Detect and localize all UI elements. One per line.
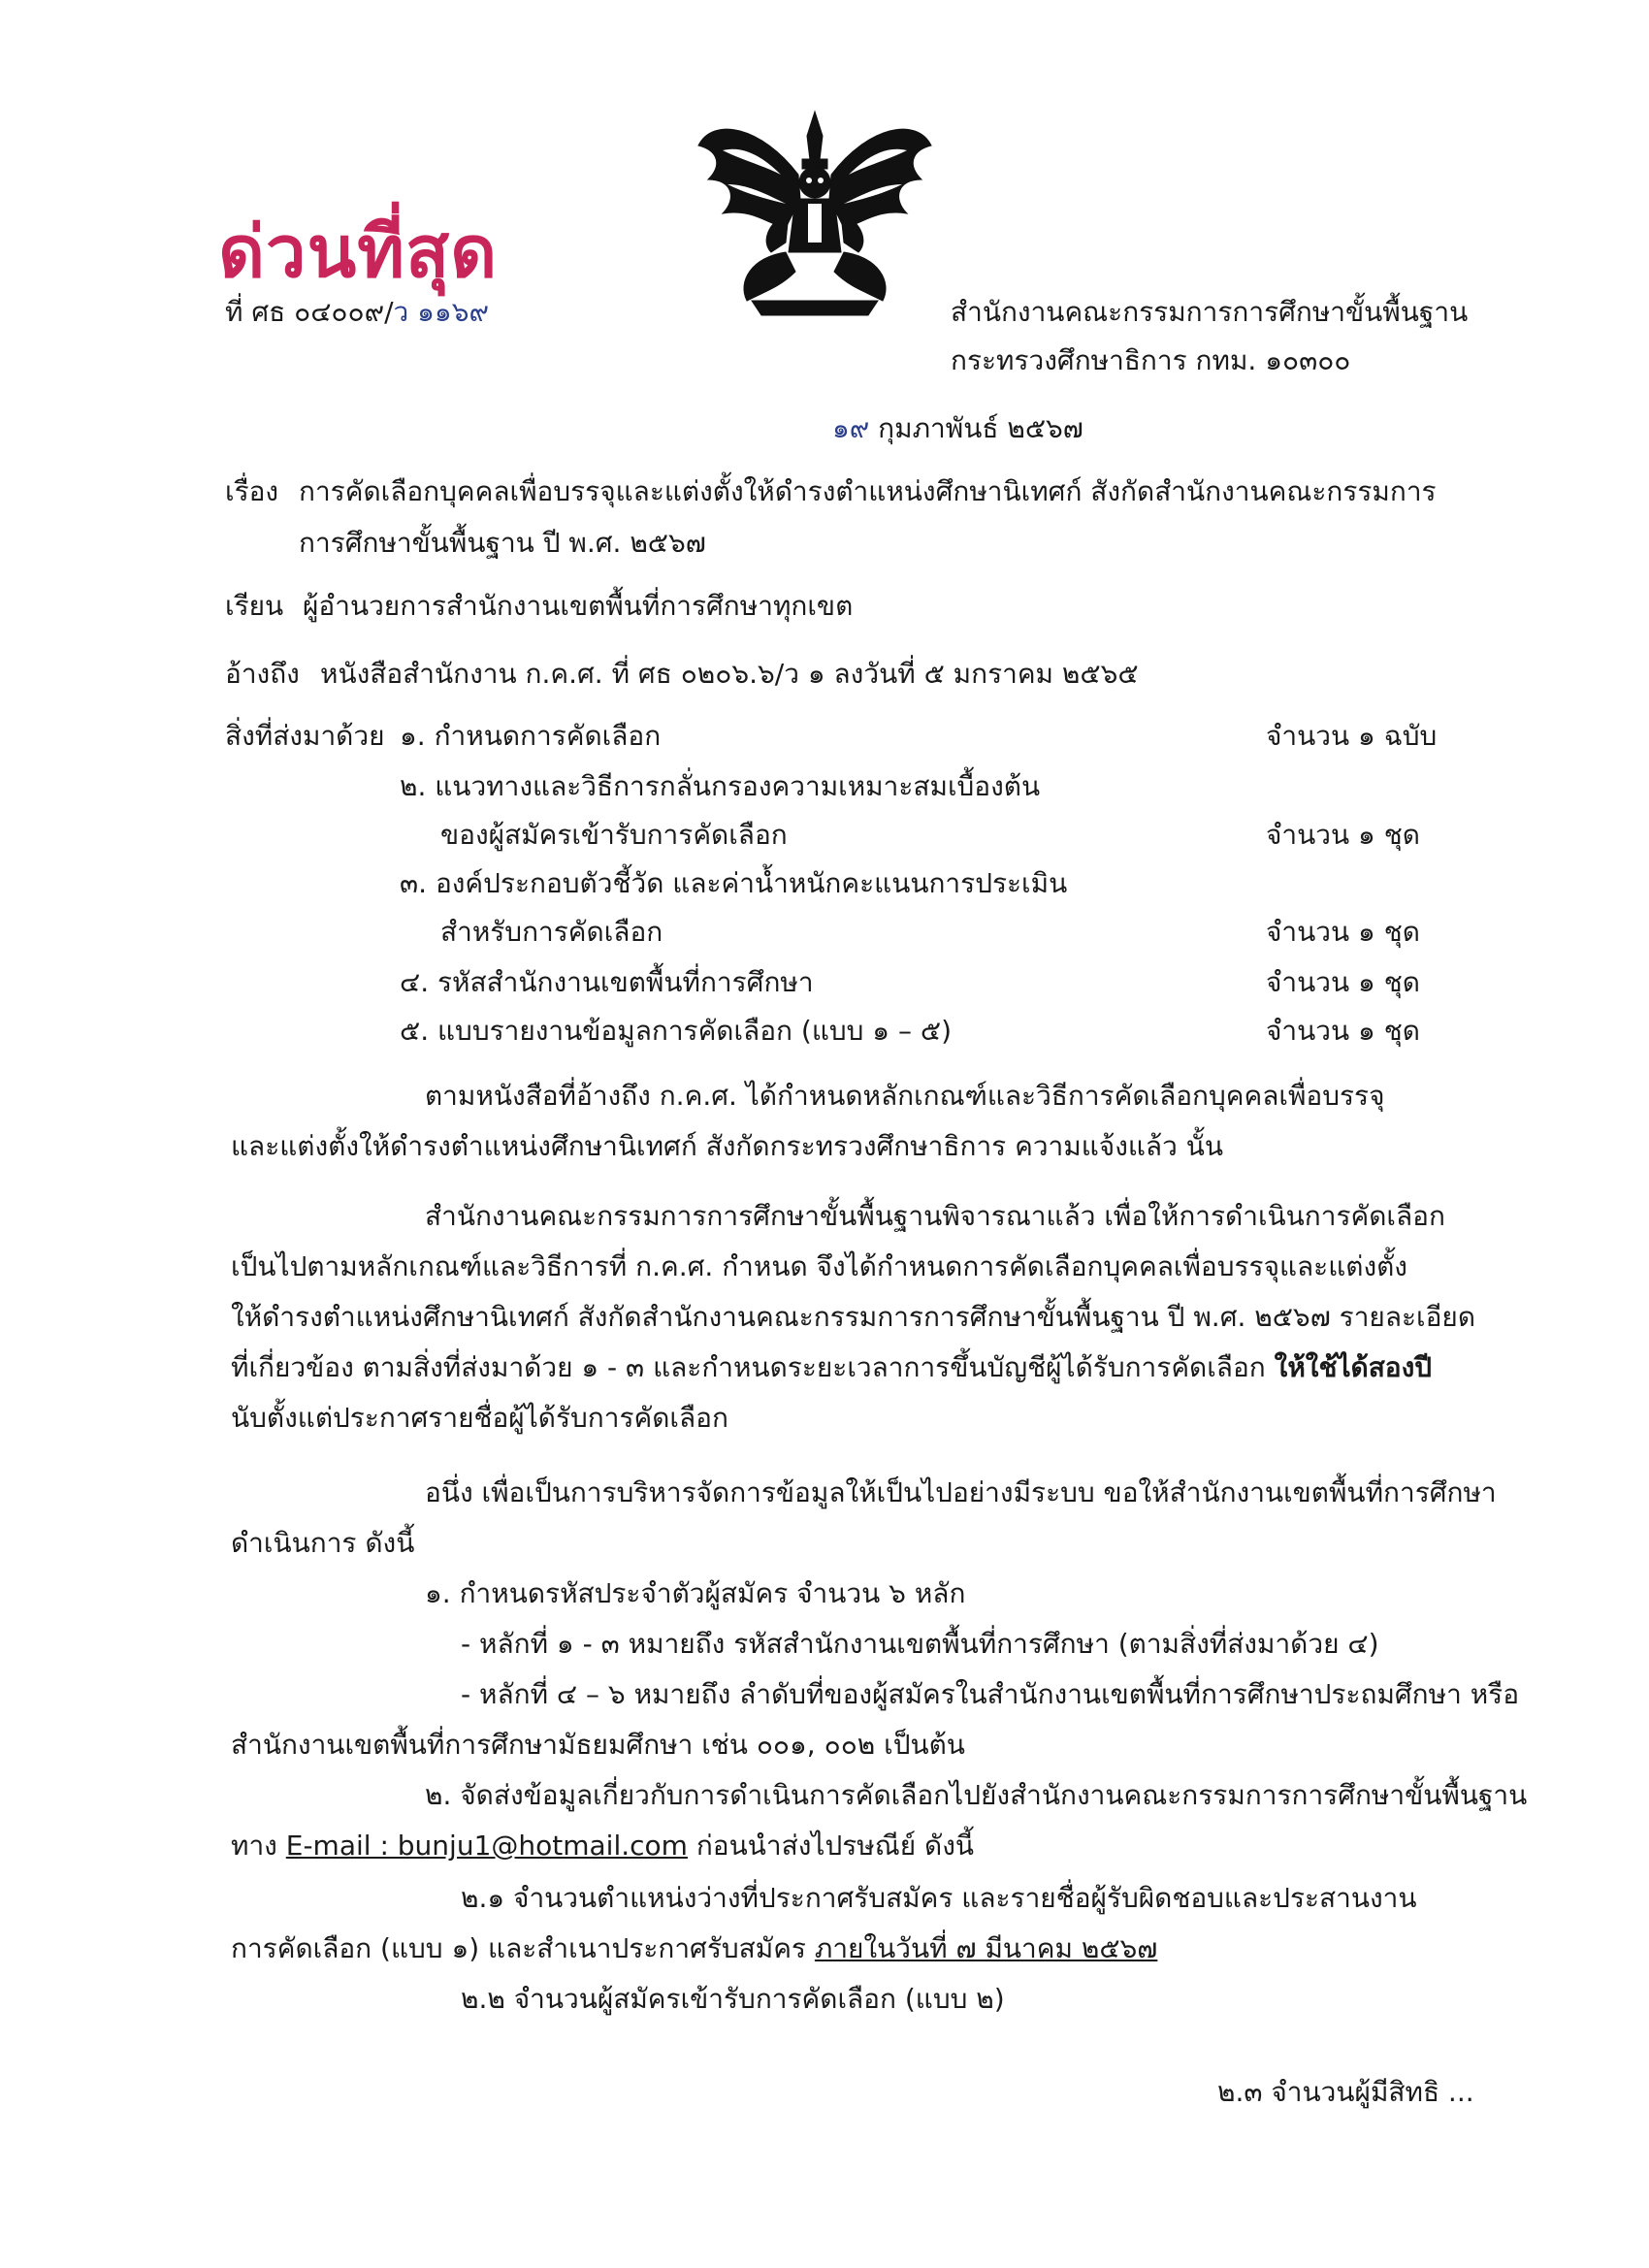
recipient: ผู้อำนวยการสำนักงานเขตพื้นที่การศึกษาทุกเขต xyxy=(303,590,854,622)
paragraph-3-line-2: ดำเนินการ ดังนี้ xyxy=(231,1527,415,1559)
enclosure-2-line-2: ของผู้สมัครเข้ารับการคัดเลือก xyxy=(440,819,788,851)
enclosure-2-line-1: ๒. แนวทางและวิธีการกลั่นกรองความเหมาะสมเบื้องต้น xyxy=(400,770,1041,802)
enclosure-1-qty: จำนวน ๑ ฉบับ xyxy=(1266,720,1438,752)
garuda-emblem xyxy=(694,107,936,320)
item-2-1-line-2-text: การคัดเลือก (แบบ ๑) และสำเนาประกาศรับสมัคร xyxy=(231,1932,815,1964)
issuing-office: สำนักงานคณะกรรมการการศึกษาขั้นพื้นฐาน xyxy=(951,296,1469,328)
reference-number-handwritten: ว ๑๑๖๙ xyxy=(393,296,489,328)
letter-date-day: ๑๙ xyxy=(832,412,870,444)
subject-line-2: การศึกษาขั้นพื้นฐาน ปี พ.ศ. ๒๕๖๗ xyxy=(299,527,706,559)
enclosures-label: สิ่งที่ส่งมาด้วย xyxy=(225,720,385,752)
subject-label: เรื่อง xyxy=(225,475,279,507)
item-2-1-line-2 xyxy=(231,1932,1157,1965)
enclosure-1: ๑. กำหนดการคัดเลือก xyxy=(400,720,662,752)
urgency-stamp: ด่วนที่สุด xyxy=(218,211,499,294)
enclosure-4: ๔. รหัสสำนักงานเขตพื้นที่การศึกษา xyxy=(400,966,814,998)
paragraph-1-line-2: และแต่งตั้งให้ดำรงตำแหน่งศึกษานิเทศก์ สังกัดกระทรวงศึกษาธิการ ความแจ้งแล้ว นั้น xyxy=(231,1130,1223,1162)
enclosure-3-qty: จำนวน ๑ ชุด xyxy=(1266,916,1420,948)
item-2-line-2 xyxy=(231,1830,974,1863)
item-2-line-2-prefix: ทาง xyxy=(231,1830,286,1862)
paragraph-2-line-1: สำนักงานคณะกรรมการการศึกษาขั้นพื้นฐานพิจารณาแล้ว เพื่อให้การดำเนินการคัดเลือก xyxy=(425,1200,1445,1232)
item-2-line-1: ๒. จัดส่งข้อมูลเกี่ยวกับการดำเนินการคัดเลือกไปยังสำนักงานคณะกรรมการการศึกษาขั้นพื้นฐาน xyxy=(425,1779,1528,1811)
enclosure-4-qty: จำนวน ๑ ชุด xyxy=(1266,966,1420,998)
enclosure-5-qty: จำนวน ๑ ชุด xyxy=(1266,1015,1420,1047)
deadline: ภายในวันที่ ๗ มีนาคม ๒๕๖๗ xyxy=(814,1932,1158,1964)
reference-label: อ้างถึง xyxy=(225,658,300,690)
recipient-label: เรียน xyxy=(225,590,284,622)
issuing-office-address: กระทรวงศึกษาธิการ กทม. ๑๐๓๐๐ xyxy=(951,344,1351,376)
enclosure-3-line-2: สำหรับการคัดเลือก xyxy=(440,916,663,948)
paragraph-1-line-1: ตามหนังสือที่อ้างถึง ก.ค.ศ. ได้กำหนดหลักเกณฑ์และวิธีการคัดเลือกบุคคลเพื่อบรรจุ xyxy=(425,1080,1385,1112)
enclosure-2-qty: จำนวน ๑ ชุด xyxy=(1266,819,1420,851)
paragraph-2-line-5: นับตั้งแต่ประกาศรายชื่อผู้ได้รับการคัดเลือก xyxy=(231,1402,728,1434)
item-2-line-2-suffix: ก่อนนำส่งไปรษณีย์ ดังนี้ xyxy=(687,1830,975,1862)
continuation-marker: ๒.๓ จำนวนผู้มีสิทธิ ... xyxy=(1217,2076,1474,2108)
reference-text: หนังสือสำนักงาน ก.ค.ศ. ที่ ศธ ๐๒๐๖.๖/ว ๑ ลงวันที่ ๕ มกราคม ๒๕๖๕ xyxy=(320,658,1139,690)
letter-date xyxy=(832,412,1083,445)
item-2-2: ๒.๒ จำนวนผู้สมัครเข้ารับการคัดเลือก (แบบ ๒) xyxy=(461,1983,1005,2015)
subject-line-1: การคัดเลือกบุคคลเพื่อบรรจุและแต่งตั้งให้ดำรงตำแหน่งศึกษานิเทศก์ สังกัดสำนักงานคณะกรรมการ xyxy=(299,475,1437,507)
letter-date-month-year: กุมภาพันธ์ ๒๕๖๗ xyxy=(869,412,1083,444)
paragraph-2-line-2: เป็นไปตามหลักเกณฑ์และวิธีการที่ ก.ค.ศ. กำหนด จึงได้กำหนดการคัดเลือกบุคคลเพื่อบรรจุและแต่งตั้ง xyxy=(231,1250,1407,1282)
validity-period: ให้ใช้ได้สองปี xyxy=(1274,1351,1433,1383)
paragraph-2-line-3: ให้ดำรงตำแหน่งศึกษานิเทศก์ สังกัดสำนักงานคณะกรรมการการศึกษาขั้นพื้นฐาน ปี พ.ศ. ๒๕๖๗ รายละเอียด xyxy=(231,1301,1475,1333)
enclosure-5: ๕. แบบรายงานข้อมูลการคัดเลือก (แบบ ๑ – ๕) xyxy=(400,1015,952,1047)
email-address: E-mail : bunju1@hotmail.com xyxy=(285,1830,688,1862)
paragraph-3-line-1: อนึ่ง เพื่อเป็นการบริหารจัดการข้อมูลให้เป็นไปอย่างมีระบบ ขอให้สำนักงานเขตพื้นที่การศึกษา xyxy=(425,1476,1497,1508)
paragraph-2-line-4 xyxy=(231,1351,1432,1384)
item-1-b-line-2: สำนักงานเขตพื้นที่การศึกษามัธยมศึกษา เช่น ๐๐๑, ๐๐๒ เป็นต้น xyxy=(231,1729,965,1761)
reference-number xyxy=(225,296,489,329)
item-1: ๑. กำหนดรหัสประจำตัวผู้สมัคร จำนวน ๖ หลัก xyxy=(425,1577,966,1609)
item-2-1-line-1: ๒.๑ จำนวนตำแหน่งว่างที่ประกาศรับสมัคร และรายชื่อผู้รับผิดชอบและประสานงาน xyxy=(461,1882,1417,1914)
item-1-b-line-1: - หลักที่ ๔ – ๖ หมายถึง ลำดับที่ของผู้สมัครในสำนักงานเขตพื้นที่การศึกษาประถมศึกษา หรือ xyxy=(461,1678,1520,1710)
reference-number-prefix: ที่ ศธ ๐๔๐๐๙/ xyxy=(225,296,394,328)
enclosure-3-line-1: ๓. องค์ประกอบตัวชี้วัด และค่าน้ำหนักคะแนนการประเมิน xyxy=(400,867,1068,899)
item-1-a: - หลักที่ ๑ - ๓ หมายถึง รหัสสำนักงานเขตพื้นที่การศึกษา (ตามสิ่งที่ส่งมาด้วย ๔) xyxy=(461,1628,1379,1660)
paragraph-2-line-4-text: ที่เกี่ยวข้อง ตามสิ่งที่ส่งมาด้วย ๑ - ๓ และกำหนดระยะเวลาการขึ้นบัญชีผู้ได้รับการคัดเลือก xyxy=(231,1351,1275,1383)
